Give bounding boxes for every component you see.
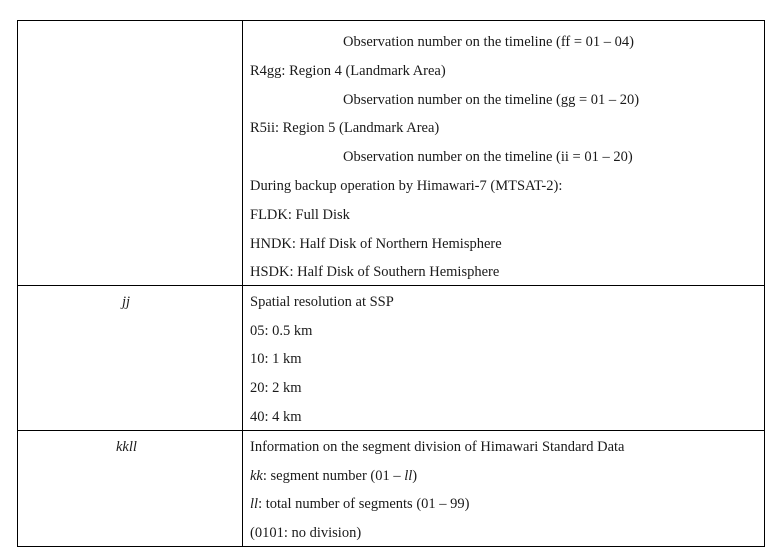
description-line: R5ii: Region 5 (Landmark Area): [250, 120, 440, 136]
description-line: [250, 495, 469, 513]
description-line: 10: 1 km: [250, 351, 302, 367]
description-line: HSDK: Half Disk of Southern Hemisphere: [250, 264, 500, 280]
description-line: 05: 0.5 km: [250, 323, 313, 339]
description-line: (0101: no division): [250, 525, 362, 541]
parameter-name: kkll: [116, 439, 137, 455]
description-line: FLDK: Full Disk: [250, 207, 350, 223]
description-line: Observation number on the timeline (ff = 01 – 04): [343, 34, 634, 50]
row-divider: [18, 285, 764, 286]
description-line: Spatial resolution at SSP: [250, 294, 394, 310]
column-divider: [242, 21, 243, 546]
param-ref: ll: [250, 496, 259, 512]
description-line: Information on the segment division of Himawari Standard Data: [250, 439, 625, 455]
description-line: 20: 2 km: [250, 380, 302, 396]
description-line: Observation number on the timeline (gg = 01 – 20): [343, 92, 640, 108]
description-line: R4gg: Region 4 (Landmark Area): [250, 63, 446, 79]
parameter-table: [17, 20, 765, 547]
description-line: 40: 4 km: [250, 409, 302, 425]
description-line: Observation number on the timeline (ii = 01 – 20): [343, 149, 633, 165]
parameter-name: jj: [122, 294, 131, 310]
text-run: : segment number (01 –: [262, 468, 405, 484]
text-run: : total number of segments (01 – 99): [258, 496, 470, 512]
description-line: HNDK: Half Disk of Northern Hemisphere: [250, 236, 502, 252]
text-run: ): [412, 468, 418, 484]
param-ref: ll: [404, 468, 413, 484]
description-line: During backup operation by Himawari-7 (MTSAT-2):: [250, 178, 563, 194]
param-ref: kk: [250, 468, 263, 484]
description-line: [250, 467, 417, 485]
row-divider: [18, 430, 764, 431]
